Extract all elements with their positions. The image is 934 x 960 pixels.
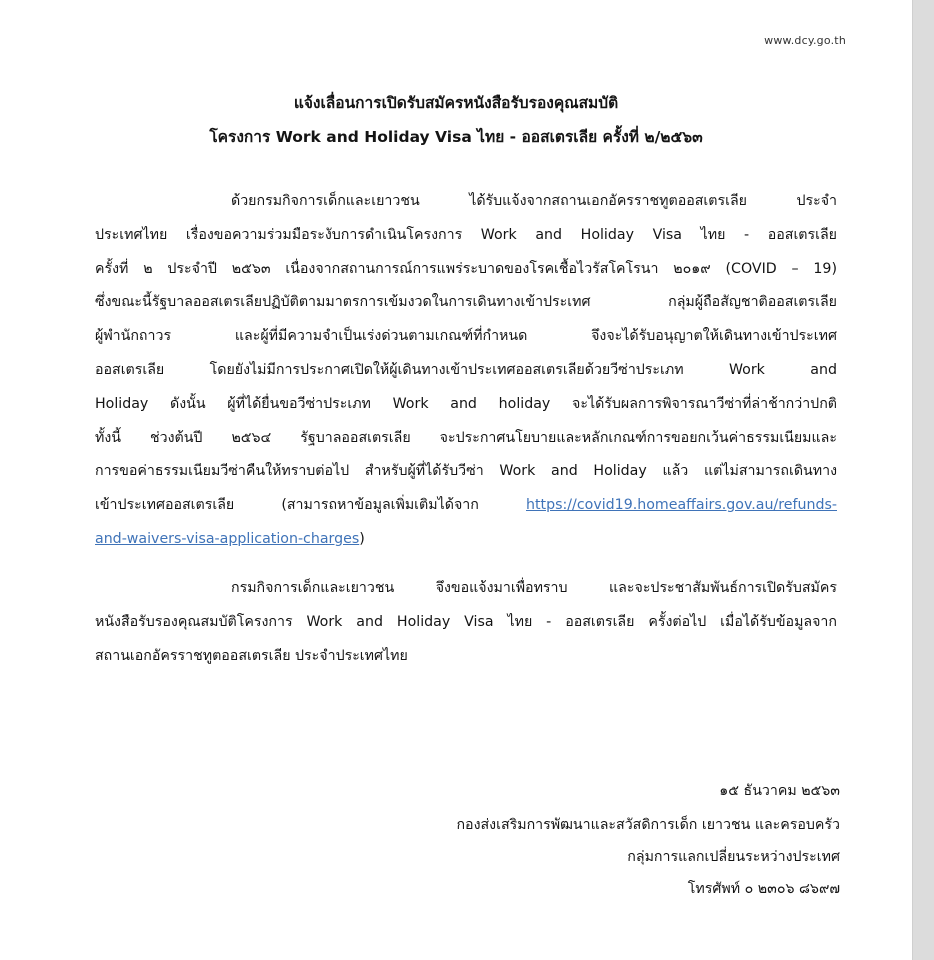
paragraph-line: การขอค่าธรรมเนียมวีซ่าคืนให้ทราบต่อไป สำหรับผู้ที่ได้รับวีซ่า Work and Holiday แล้ว แต่ไม่สามารถเดินทาง: [95, 463, 837, 480]
signature-phone: โทรศัพท์ ๐ ๒๓๐๖ ๘๖๙๗: [687, 881, 840, 897]
signature-date: ๑๕ ธันวาคม ๒๕๖๓: [719, 783, 840, 799]
paragraph-line-with-link: [95, 523, 837, 557]
paragraph-line: หนังสือรับรองคุณสมบัติโครงการ Work and Holiday Visa ไทย - ออสเตรเลีย ครั้งต่อไป เมื่อได้รับข้อมูลจาก: [95, 613, 837, 630]
paragraph-line: Holiday ดังนั้น ผู้ที่ได้ยื่นขอวีซ่าประเภท Work and holiday จะได้รับผลการพิจารณาวีซ่าที่ล่าช้ากว่าปกติ: [95, 395, 837, 412]
document-subtitle: โครงการ Work and Holiday Visa ไทย - ออสเตรเลีย ครั้งที่ ๒/๒๕๖๓: [209, 128, 703, 146]
paragraph-line: ออสเตรเลีย โดยยังไม่มีการประกาศเปิดให้ผู้เดินทางเข้าประเทศออสเตรเลียด้วยวีซ่าประเภท Work and: [95, 361, 837, 378]
paragraph-line: ประเทศไทย เรื่องขอความร่วมมือระงับการดำเนินโครงการ Work and Holiday Visa ไทย - ออสเตรเลีย: [95, 226, 837, 243]
paragraph-line: ครั้งที่ ๒ ประจำปี ๒๕๖๓ เนื่องจากสถานการณ์การแพร่ระบาดของโรคเชื้อไวรัสโคโรนา ๒๐๑๙ (COVID – 19): [95, 260, 837, 277]
viewer-edge: [912, 0, 934, 960]
paragraph-line: ซึ่งขณะนี้รัฐบาลออสเตรเลียปฏิบัติตามมาตรการเข้มงวดในการเดินทางเข้าประเทศ กลุ่มผู้ถือสัญชาติออสเตรเลีย: [95, 294, 837, 311]
paragraph-text: เข้าประเทศออสเตรเลีย (สามารถหาข้อมูลเพิ่มเติมได้จาก: [95, 497, 526, 514]
paragraph-1: [95, 185, 837, 557]
paragraph-line: ผู้พำนักถาวร และผู้ที่มีความจำเป็นเร่งด่วนตามเกณฑ์ที่กำหนด จึงจะได้รับอนุญาตให้เดินทางเข้าประเทศ: [95, 328, 837, 345]
paragraph-line: ทั้งนี้ ช่วงต้นปี ๒๕๖๔ รัฐบาลออสเตรเลีย จะประกาศนโยบายและหลักเกณฑ์การขอยกเว้นค่าธรรมเนียมและ: [95, 429, 837, 446]
paragraph-line: กรมกิจการเด็กและเยาวชน จึงขอแจ้งมาเพื่อทราบ และจะประชาสัมพันธ์การเปิดรับสมัคร: [231, 580, 837, 596]
signature-department: กองส่งเสริมการพัฒนาและสวัสดิการเด็ก เยาวชน และครอบครัว: [456, 817, 840, 833]
signature-group: กลุ่มการแลกเปลี่ยนระหว่างประเทศ: [627, 849, 840, 865]
refunds-link-part2[interactable]: and-waivers-visa-application-charges: [95, 530, 360, 547]
paragraph-line-with-link: [95, 489, 837, 523]
paragraph-2: [95, 572, 837, 673]
paragraph-line: ด้วยกรมกิจการเด็กและเยาวชน ได้รับแจ้งจากสถานเอกอัครราชทูตออสเตรเลีย ประจำ: [231, 193, 837, 209]
refunds-link-part1[interactable]: https://covid19.homeaffairs.gov.au/refunds-: [525, 497, 837, 514]
document-title: แจ้งเลื่อนการเปิดรับสมัครหนังสือรับรองคุณสมบัติ: [293, 94, 619, 112]
site-url: www.dcy.go.th: [764, 34, 846, 47]
paragraph-line: สถานเอกอัครราชทูตออสเตรเลีย ประจำประเทศไทย: [95, 647, 408, 664]
closing-paren: ): [359, 530, 365, 547]
